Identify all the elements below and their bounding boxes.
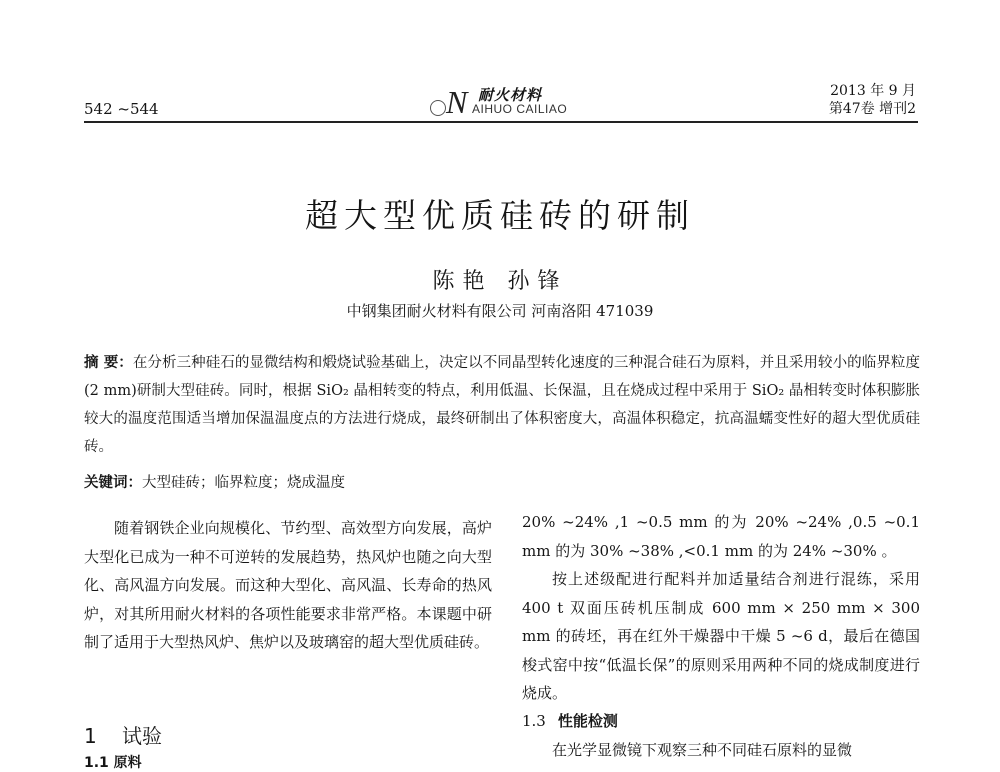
section-1-heading	[84, 720, 162, 749]
paper-authors: 陈艳 孙锋	[432, 269, 568, 294]
section-1-1-heading: 1.1 原料	[84, 755, 142, 771]
keywords-label: 关键词：	[84, 475, 142, 491]
journal-logo	[430, 84, 580, 120]
abstract-label: 摘 要：	[84, 355, 133, 371]
header-rule	[84, 121, 918, 123]
right-column	[522, 508, 920, 708]
page-range: 542 ~544	[84, 100, 159, 118]
keywords	[84, 469, 920, 497]
section-1-3-title: 性能检测	[557, 712, 618, 730]
intro-paragraph: 随着钢铁企业向规模化、节约型、高效型方向发展，高炉大型化已成为一种不可逆转的发展趋势，热风炉也随之向大型化、高风温方向发展。而这种大型化、高风温、长寿命的热风炉，对其所用耐火材料的各项性能要求非常严格。本课题中研制了适用于大型热风炉、焦炉以及玻璃窑的超大型优质硅砖。	[84, 519, 492, 651]
paper-title: 超大型优质硅砖的研制	[305, 196, 695, 235]
logo-circle-icon	[430, 100, 446, 116]
abstract-text: 在分析三种硅石的显微结构和煅烧试验基础上，决定以不同晶型转化速度的三种混合硅石为原料，并且采用较小的临界粒度(2 mm)研制大型硅砖。同时，根据 SiO₂ 晶相转变的特点，利用低温、长保温，且在烧成过程中采用于 SiO₂ 晶相转变时体积膨胀较大的温度范围适当增加保温温度点的方法进行烧成，最终研制出了体积密度大，高温体积稳定，抗高温蠕变性好的超大型优质硅砖。	[84, 355, 920, 455]
paper-affiliation: 中钢集团耐火材料有限公司 河南洛阳 471039	[346, 302, 654, 320]
left-column	[84, 514, 492, 657]
section-1-number: 1	[84, 724, 97, 748]
journal-name-pinyin: AIHUO CAILIAO	[472, 102, 568, 116]
keywords-text: 大型硅砖；临界粒度；烧成温度	[142, 475, 345, 491]
gradation-paragraph: 20% ~24% ,1 ~0.5 mm 的为 20% ~24% ,0.5 ~0.1 mm 的为 30% ~38% ,<0.1 mm 的为 24% ~30% 。	[522, 513, 920, 560]
issue-volume: 第47卷 增刊2	[828, 101, 916, 117]
section-1-title: 试验	[122, 724, 162, 748]
issue-date: 2013 年 9 月	[830, 83, 916, 99]
testing-paragraph: 在光学显微镜下观察三种不同硅石原料的显微	[552, 741, 853, 759]
process-paragraph: 按上述级配进行配料并加适量结合剂进行混练，采用 400 t 双面压砖机压制成 600 mm × 250 mm × 300 mm 的砖坯，再在红外干燥器中干燥 5 ~6 d，最后在德国梭式窑中按“低温长保”的原则采用两种不同的烧成制度进行烧成。	[522, 570, 920, 702]
section-1-3-heading	[522, 710, 618, 731]
journal-name-cn: 耐火材料	[478, 86, 543, 104]
logo-initial: N	[446, 84, 468, 120]
section-1-3-number: 1.3	[522, 712, 546, 730]
abstract	[84, 349, 920, 461]
